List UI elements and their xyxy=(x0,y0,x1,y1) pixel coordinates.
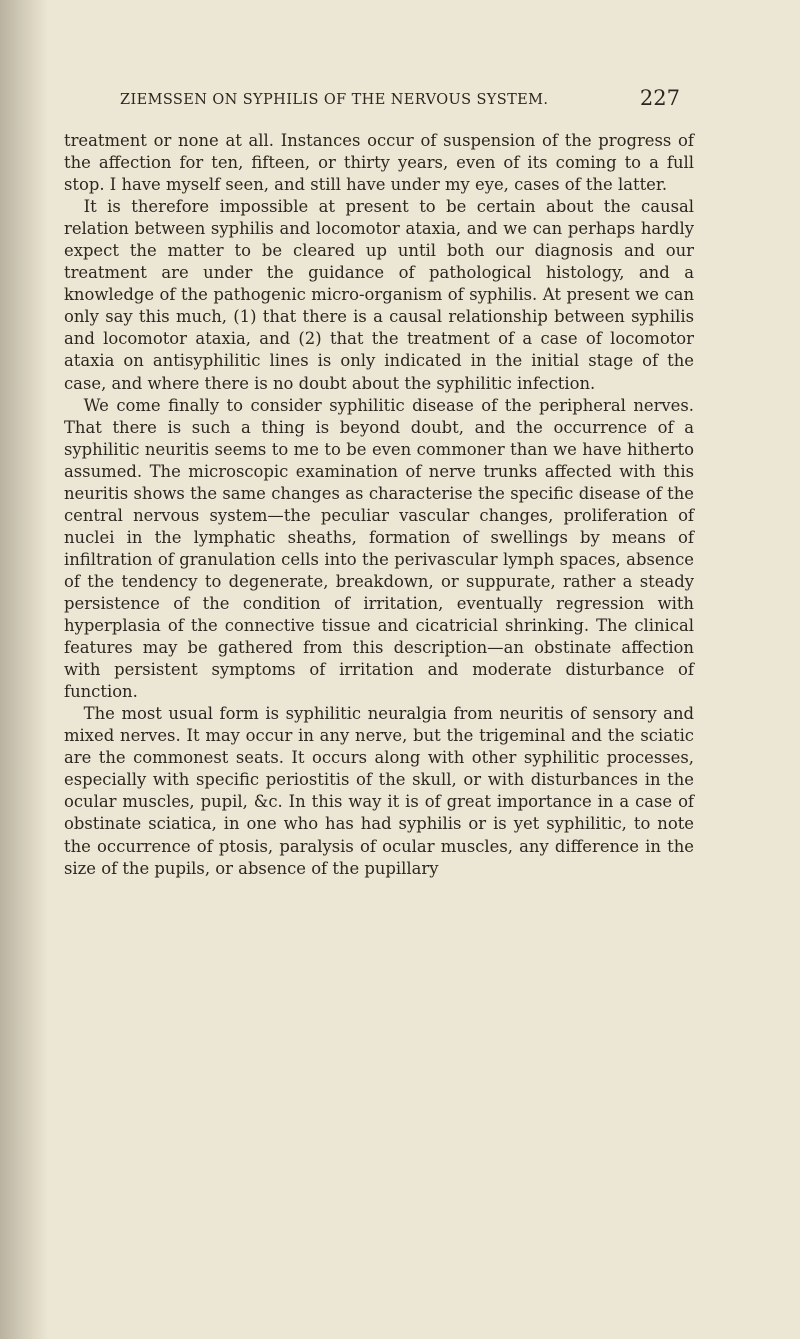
paragraph-4: The most usual form is syphilitic neuralgia from neuritis of sensory and mixed nerves. It may occur in any nerve, but the trigeminal and the sciatic are the commonest seats. It occurs along with other syphilitic processes, especially with specific periostitis of the skull, or with disturbances in the ocular muscles, pupil, &c. In this way it is of great importance in a case of obstinate sciatica, in one who has had syphilis or is yet syphilitic, to note the occurrence of ptosis, paralysis of ocular muscles, any difference in the size of the pupils, or absence of the pupillary xyxy=(64,704,694,878)
body-text xyxy=(64,130,694,880)
page-number: 227 xyxy=(639,86,680,110)
page-gutter-shadow xyxy=(0,0,48,1339)
paragraph-1: treatment or none at all. Instances occur of suspension of the progress of the affection for ten, fifteen, or thirty years, even of its coming to a full stop. I have myself seen, and still have under my eye, cases of the latter. xyxy=(64,131,694,195)
paragraph-2: It is therefore impossible at present to be certain about the causal relation between syphilis and locomotor ataxia, and we can perhaps hardly expect the matter to be cleared up until both our diagnosis and our treatment are under the guidance of pathological histology, and a knowledge of the pathogenic micro-organism of syphilis. At present we can only say this much, (1) that there is a causal relationship between syphilis and locomotor ataxia, and (2) that the treatment of a case of locomotor ataxia on antisyphilitic lines is only indicated in the initial stage of the case, and where there is no doubt about the syphilitic infection. xyxy=(64,197,694,393)
running-head xyxy=(120,86,680,116)
paragraph-3: We come finally to consider syphilitic disease of the peripheral nerves. That there is such a thing is beyond doubt, and the occurrence of a syphilitic neuritis seems to me to be even commoner than we have hitherto assumed. The microscopic examination of nerve trunks affected with this neuritis shows the same changes as characterise the specific disease of the central nervous system—the peculiar vascular changes, proliferation of nuclei in the lymphatic sheaths, formation of swellings by means of infiltration of granulation cells into the perivascular lymph spaces, absence of the tendency to degenerate, breakdown, or suppurate, rather a steady persistence of the condition of irritation, eventually regression with hyperplasia of the connective tissue and cicatricial shrinking. The clinical features may be gathered from this description—an obstinate affection with persistent symptoms of irritation and moderate disturbance of function. xyxy=(64,395,694,702)
running-title: ZIEMSSEN ON SYPHILIS OF THE NERVOUS SYSTEM. xyxy=(120,92,549,108)
